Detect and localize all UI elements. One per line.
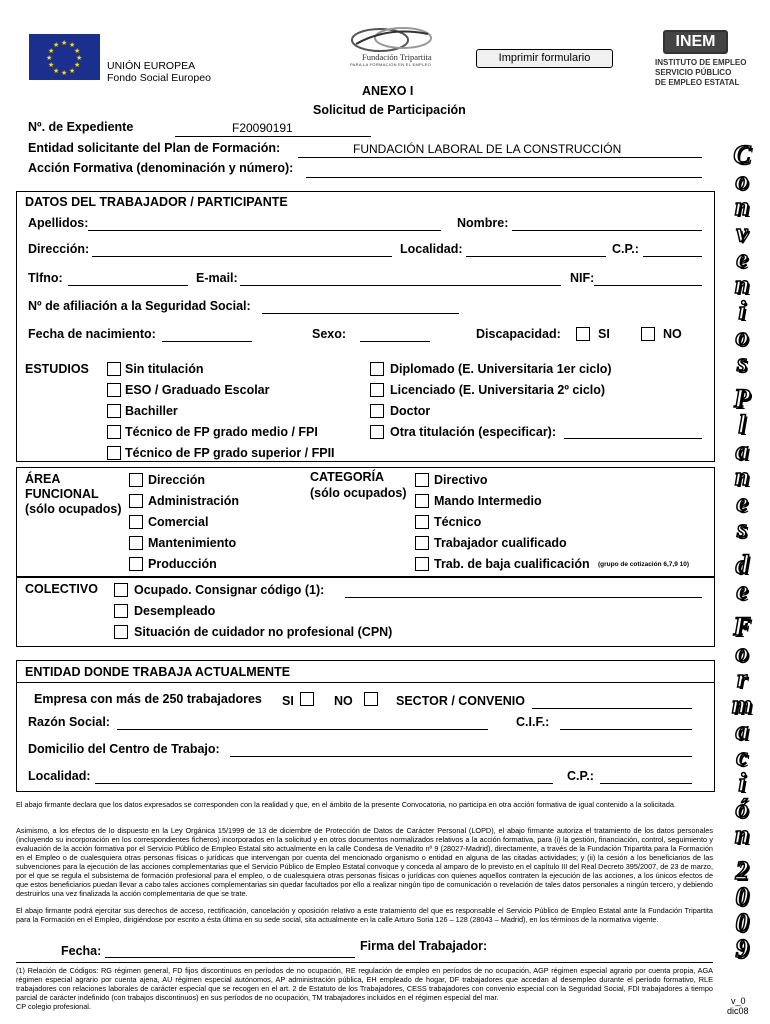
annex-title: ANEXO I (362, 84, 414, 98)
colectivo-codigo-field[interactable] (345, 597, 702, 598)
empresa-no-checkbox[interactable] (364, 692, 378, 706)
empresa-localidad-field[interactable] (95, 783, 553, 784)
side-banner-letter: i (738, 768, 746, 797)
svg-text:★: ★ (76, 54, 83, 62)
inem-logo-text: INEM (675, 33, 716, 50)
side-banner-letter: 0 (735, 908, 749, 937)
colectivo-desempleado-checkbox[interactable] (114, 604, 128, 618)
area-produccion: Producción (148, 557, 217, 571)
side-banner-letter: P (734, 384, 750, 413)
area-mantenimiento: Mantenimiento (148, 536, 237, 550)
categoria-baja: Trab. de baja cualificación (434, 557, 590, 571)
side-banner-letter: F (733, 612, 751, 641)
localidad-label: Localidad: (400, 242, 463, 256)
svg-text:★: ★ (48, 61, 55, 69)
svg-text:★: ★ (69, 41, 76, 49)
side-banner-letter: 9 (735, 934, 749, 963)
nacimiento-label: Fecha de nacimiento: (28, 327, 156, 341)
estudios-otra-field[interactable] (564, 438, 702, 439)
empresa-cif-label: C.I.F.: (516, 715, 550, 729)
cp-label: C.P.: (612, 242, 639, 256)
ft-subtitle: PARA LA FORMACIÓN EN EL EMPLEO (350, 62, 432, 67)
estudios-bachiller: Bachiller (125, 404, 178, 418)
sexo-field[interactable] (360, 341, 430, 342)
nif-label: NIF: (570, 271, 595, 285)
side-banner-letter: r (736, 664, 748, 693)
categoria-cualificado-checkbox[interactable] (415, 536, 429, 550)
area-label-2: FUNCIONAL (25, 487, 99, 501)
legal-data-protection: Asimismo, a los efectos de lo dispuesto en la Ley Orgánica 15/1999 de 13 de diciembre de Protección de Datos de Carácter Personal (LOPD), el abajo firmante autoriza el tratamiento de los datos personales (incluyendo su incorporación en los correspondientes ficheros) incorporados en la solicitud y en otros documentos normalizados relativos a la acción formativa, para (i) la gestión, financiación, control, seguimiento y evaluación de la acción formativa por el Servicio Público de Empleo Estatal sito actualmente en la calle Condesa de Venadito nº 9 (28027-Madrid), directamente, a través de la Fundación Tripartita para la Formación en el Empleo o de cualesquiera otras personas físicas o jurídicas que intervengan por cuenta del mencionado organismo o entidad en alguna de las citadas actividades; y (ii) la cesión a los beneficiarios de las subvenciones para la ejecución de las acciones complementarias que el Servicio Público de Empleo Estatal convoque y conceda al amparo de lo previsto en el capítulo III del Real Decreto 395/2007, de 23 de marzo, por el que se regula el subsistema de formación profesional para el empleo, o de cualesquiera otras personas físicas o jurídicas con quienes aquellos contraten la ejecución de las acciones, a los únicos efectos de que estos beneficiarios puedan llevar a cabo tales acciones complementarias sin quedar facultados por ello a realizar ningún tipo de comunicación o revelación de tales datos personales a ningún tercero, y debiendo destruirlos una vez finalizada la acción complementaria de que se trate. (16, 826, 713, 898)
ft-name: Fundación Tripartita (362, 52, 432, 62)
footnote-cp: CP colegio profesional. (16, 1002, 91, 1011)
svg-text:★: ★ (61, 69, 68, 77)
categoria-mando: Mando Intermedio (434, 494, 542, 508)
eu-flag-logo (29, 34, 100, 80)
afiliacion-field[interactable] (262, 313, 459, 314)
empresa-sector-label: SECTOR / CONVENIO (396, 694, 525, 708)
svg-text:★: ★ (53, 67, 60, 75)
document-code: dic08 (727, 1006, 749, 1016)
colectivo-desempleado: Desempleado (134, 604, 216, 618)
entidad-solicitante-line (298, 157, 702, 158)
localidad-field[interactable] (466, 256, 606, 257)
side-banner-letter: s (736, 514, 748, 543)
discapacidad-label: Discapacidad: (476, 327, 561, 341)
firma-label: Firma del Trabajador: (360, 939, 488, 953)
fundacion-tripartita-logo (348, 24, 438, 74)
side-banner-letter: e (736, 576, 748, 605)
nacimiento-field[interactable] (162, 341, 252, 342)
side-banner-letter: 0 (735, 882, 749, 911)
empresa-domicilio-field[interactable] (230, 756, 692, 757)
side-banner-letter: n (734, 820, 750, 849)
categoria-directivo-checkbox[interactable] (415, 473, 429, 487)
categoria-baja-checkbox[interactable] (415, 557, 429, 571)
inem-line3: DE EMPLEO ESTATAL (655, 78, 740, 87)
empresa-section (16, 660, 715, 792)
fecha-field[interactable] (105, 957, 355, 958)
area-direccion-checkbox[interactable] (129, 473, 143, 487)
discapacidad-no-checkbox[interactable] (641, 327, 655, 341)
empresa-no-label: NO (334, 694, 353, 708)
area-mantenimiento-checkbox[interactable] (129, 536, 143, 550)
side-banner-letter: s (736, 348, 748, 377)
sexo-label: Sexo: (312, 327, 347, 341)
estudios-bachiller-checkbox[interactable] (107, 404, 121, 418)
area-administracion: Administración (148, 494, 239, 508)
email-label: E-mail: (196, 271, 238, 285)
apellidos-field[interactable] (88, 230, 441, 231)
side-banner-letter: n (734, 192, 750, 221)
estudios-diplomado-checkbox[interactable] (370, 362, 384, 376)
expediente-label: Nº. de Expediente (28, 120, 134, 134)
side-banner-letter: o (735, 166, 749, 195)
email-field[interactable] (240, 285, 561, 286)
empresa-sector-field[interactable] (532, 708, 692, 709)
estudios-fp-superior-checkbox[interactable] (107, 446, 121, 460)
apellidos-label: Apellidos: (28, 216, 89, 230)
colectivo-label: COLECTIVO (25, 582, 98, 596)
estudios-eso: ESO / Graduado Escolar (125, 383, 270, 397)
estudios-diplomado: Diplomado (E. Universitaria 1er ciclo) (390, 362, 612, 376)
print-form-label: Imprimir formulario (498, 52, 591, 64)
svg-text:★: ★ (69, 67, 76, 75)
discapacidad-si-checkbox[interactable] (576, 327, 590, 341)
inem-line1: INSTITUTO DE EMPLEO (655, 58, 747, 67)
side-banner-letter: e (736, 488, 748, 517)
categoria-cualificado: Trabajador cualificado (434, 536, 567, 550)
area-produccion-checkbox[interactable] (129, 557, 143, 571)
colectivo-cuidador-checkbox[interactable] (114, 625, 128, 639)
area-administracion-checkbox[interactable] (129, 494, 143, 508)
colectivo-cuidador: Situación de cuidador no profesional (CPN) (134, 625, 393, 639)
nombre-field[interactable] (512, 230, 702, 231)
side-banner-letter: m (731, 690, 753, 719)
version-label: v_0 (731, 996, 746, 1006)
eu-name: UNIÓN EUROPEA (107, 60, 196, 72)
empresa-cp-label: C.P.: (567, 769, 594, 783)
area-label-1: ÁREA (25, 472, 61, 486)
accion-formativa-line[interactable] (306, 177, 702, 178)
empresa-heading-divider (17, 682, 714, 683)
estudios-doctor-checkbox[interactable] (370, 404, 384, 418)
legal-declaration: El abajo firmante declara que los datos expresados se corresponden con la realidad y que, en el ámbito de la presente Convocatoria, no participa en otra acción formativa de igual contenido a la solicitada. (16, 800, 676, 809)
side-banner-letter: n (734, 270, 750, 299)
estudios-label: ESTUDIOS (25, 362, 89, 376)
discapacidad-si-label: SI (598, 327, 610, 341)
form-subtitle: Solicitud de Participación (313, 103, 466, 117)
categoria-label-1: CATEGORÍA (310, 470, 385, 484)
empresa-localidad-label: Localidad: (28, 769, 91, 783)
side-banner-letter: o (735, 322, 749, 351)
eu-fund: Fondo Social Europeo (107, 72, 211, 84)
discapacidad-no-label: NO (663, 327, 682, 341)
colectivo-ocupado: Ocupado. Consignar código (1): (134, 583, 325, 597)
empresa-si-label: SI (282, 694, 294, 708)
estudios-doctor: Doctor (390, 404, 431, 418)
estudios-eso-checkbox[interactable] (107, 383, 121, 397)
side-banner-letter: 2 (735, 856, 749, 885)
colectivo-ocupado-checkbox[interactable] (114, 583, 128, 597)
side-banner-letter: c (736, 742, 748, 771)
side-banner-letter: i (738, 296, 746, 325)
side-banner-letter: ó (735, 794, 749, 823)
empresa-si-checkbox[interactable] (300, 692, 314, 706)
side-banner-letter: d (735, 550, 749, 579)
area-direccion: Dirección (148, 473, 205, 487)
area-comercial: Comercial (148, 515, 209, 529)
tlfno-label: Tlfno: (28, 271, 63, 285)
svg-text:★: ★ (46, 54, 53, 62)
entidad-solicitante-label: Entidad solicitante del Plan de Formación: (28, 141, 281, 155)
print-form-button[interactable] (476, 49, 613, 68)
estudios-licenciado-checkbox[interactable] (370, 383, 384, 397)
empresa-cp-field[interactable] (600, 783, 692, 784)
accion-formativa-label: Acción Formativa (denominación y número): (28, 161, 294, 175)
empresa-heading: ENTIDAD DONDE TRABAJA ACTUALMENTE (25, 665, 291, 679)
estudios-fp-medio-checkbox[interactable] (107, 425, 121, 439)
direccion-label: Dirección: (28, 242, 90, 256)
side-banner-letter: C (733, 140, 751, 169)
nombre-label: Nombre: (457, 216, 509, 230)
estudios-otra-checkbox[interactable] (370, 425, 384, 439)
categoria-directivo: Directivo (434, 473, 488, 487)
afiliacion-label: Nº de afiliación a la Seguridad Social: (28, 299, 251, 313)
categoria-label-2: (sólo ocupados) (310, 486, 407, 500)
side-banner-letter: l (738, 410, 746, 439)
inem-logo (663, 30, 728, 54)
svg-text:★: ★ (74, 47, 81, 55)
side-banner-letter: a (735, 716, 749, 745)
categoria-tecnico-checkbox[interactable] (415, 515, 429, 529)
legal-rights: El abajo firmante podrá ejercitar sus derechos de acceso, rectificación, cancelación y oposición relativo a este tratamiento del que es responsable el Servicio Público de Empleo Estatal ante la Fundación Tripartita para la Formación en el Empleo, dirigiéndose por escrito a ésta última en su sede social, sita actualmente en la calle Arturo Soria 126 – 128 (28043 – Madrid), en los términos de la normativa vigente. (16, 906, 713, 924)
svg-text:★: ★ (48, 47, 55, 55)
side-banner-letter: o (735, 638, 749, 667)
cp-field[interactable] (643, 256, 702, 257)
empresa-cif-field[interactable] (560, 729, 692, 730)
svg-text:★: ★ (74, 61, 81, 69)
side-banner-letter: a (735, 436, 749, 465)
estudios-sin-titulacion: Sin titulación (125, 362, 204, 376)
side-banner-letter: v (736, 218, 748, 247)
footnote-codes: (1) Relación de Códigos: RG régimen general, FD fijos discontinuos en períodos de no ocupación, RE regulación de empleo en períodos de no ocupación, AGP régimen especial agrario por cuenta propia, AGA régimen especial agrario por cuenta ajena, AU régimen especial autónomos, AP administración pública, EH empleado de hogar, DF trabajadores que accedan al desempleo durante el período formativo, RLE trabajadores con relaciones laborales de carácter especial que se recogen en el art. 2 de Estatuto de los Trabajadores, CESS trabajadores con convenio especial con la Seguridad Social, FDI trabajadores a tiempo parcial de carácter indefinido (con trabajos discontinuos) en sus períodos de no ocupación, TM trabajadores incluidos en el régimen especial del mar. (16, 966, 713, 1002)
direccion-field[interactable] (92, 256, 392, 257)
expediente-value[interactable]: F20090191 (232, 121, 293, 135)
categoria-mando-checkbox[interactable] (415, 494, 429, 508)
estudios-fp-superior: Técnico de FP grado superior / FPII (125, 446, 335, 460)
entidad-solicitante-value[interactable]: FUNDACIÓN LABORAL DE LA CONSTRUCCIÓN (353, 142, 622, 156)
empresa-razon-field[interactable] (117, 729, 488, 730)
tlfno-field[interactable] (68, 285, 188, 286)
estudios-licenciado: Licenciado (E. Universitaria 2º ciclo) (390, 383, 606, 397)
expediente-line (175, 136, 371, 137)
categoria-baja-note: (grupo de cotización 6,7,9 10) (598, 561, 690, 568)
nif-field[interactable] (594, 285, 702, 286)
fecha-label: Fecha: (61, 944, 102, 958)
svg-text:★: ★ (53, 41, 60, 49)
area-label-3: (sólo ocupados) (25, 502, 122, 516)
estudios-otra: Otra titulación (especificar): (390, 425, 557, 439)
worker-heading: DATOS DEL TRABAJADOR / PARTICIPANTE (25, 195, 288, 209)
estudios-sin-titulacion-checkbox[interactable] (107, 362, 121, 376)
svg-text:★: ★ (61, 39, 68, 47)
side-banner-letter: e (736, 244, 748, 273)
empresa-razon-label: Razón Social: (28, 715, 110, 729)
footnote-divider (16, 962, 713, 963)
inem-line2: SERVICIO PÚBLICO (655, 68, 732, 77)
empresa-mas250-label: Empresa con más de 250 trabajadores (34, 692, 262, 706)
estudios-fp-medio: Técnico de FP grado medio / FPI (125, 425, 318, 439)
categoria-tecnico: Técnico (434, 515, 482, 529)
empresa-domicilio-label: Domicilio del Centro de Trabajo: (28, 742, 220, 756)
area-comercial-checkbox[interactable] (129, 515, 143, 529)
side-banner-letter: n (734, 462, 750, 491)
